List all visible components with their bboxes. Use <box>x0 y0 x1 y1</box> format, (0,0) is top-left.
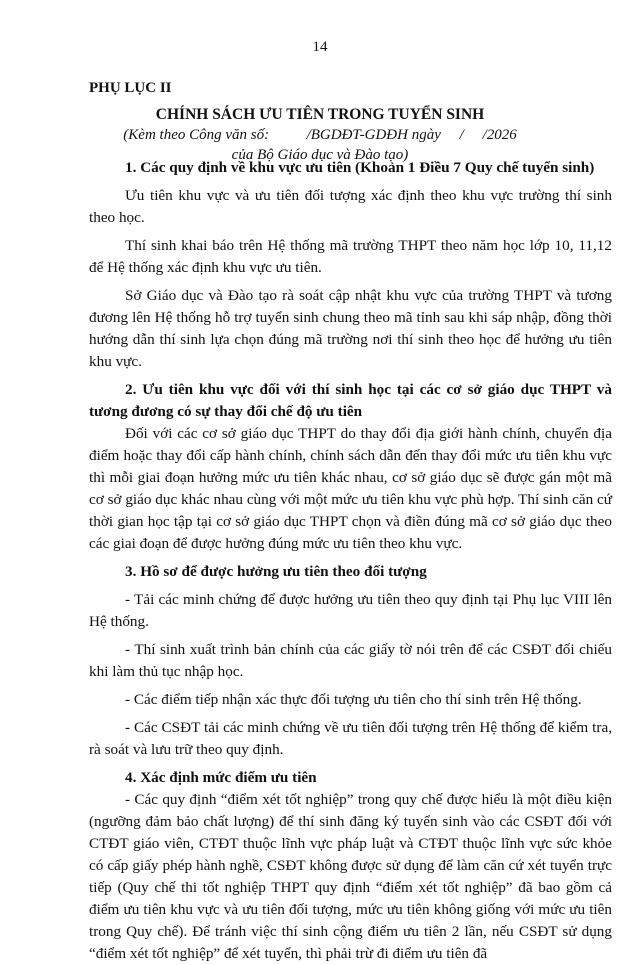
section-1-paragraph-1: Ưu tiên khu vực và ưu tiên đối tượng xác định theo khu vực trường thí sinh theo học. <box>89 187 612 226</box>
section-3-paragraph-1: - Tải các minh chứng để được hưởng ưu tiên theo quy định tại Phụ lục VIII lên Hệ thống. <box>89 591 612 630</box>
document-subtitle-line1: (Kèm theo Công văn số: /BGDĐT-GDĐH ngày / /2026 <box>123 127 517 143</box>
document-subtitle-line2: của Bộ Giáo dục và Đào tạo) <box>231 147 409 163</box>
section-2-heading: 2. Ưu tiên khu vực đối với thí sinh học tại các cơ sở giáo dục THPT và tương đương có sự thay đổi chế độ ưu tiên <box>89 381 612 420</box>
section-4-heading: 4. Xác định mức điểm ưu tiên <box>125 769 317 786</box>
section-1-paragraph-2: Thí sinh khai báo trên Hệ thống mã trường THPT theo năm học lớp 10, 11,12 để Hệ thống xác định khu vực ưu tiên. <box>89 237 612 276</box>
document-body <box>89 157 612 965</box>
section-1-heading: 1. Các quy định về khu vực ưu tiên (Khoản 1 Điều 7 Quy chế tuyển sinh) <box>125 159 595 176</box>
section-3-heading: 3. Hồ sơ để được hưởng ưu tiên theo đối tượng <box>125 563 427 580</box>
section-3-paragraph-2: - Thí sinh xuất trình bản chính của các giấy tờ nói trên để các CSĐT đối chiếu khi làm thủ tục nhập học. <box>89 641 612 680</box>
section-2-paragraph-1: Đối với các cơ sở giáo dục THPT do thay đổi địa giới hành chính, chuyển địa điểm hoặc thay đổi cấp hành chính, chính sách dẫn đến thay đổi mức ưu tiên khu vực thì mỗi giai đoạn hưởng mức ưu tiên khác nhau, cơ sở giáo dục sẽ được gán một mã cơ sở giáo dục khác nhau cùng với một mức ưu tiên khu vực phù hợp. Thí sinh căn cứ thời gian học tập tại cơ sở giáo dục THPT chọn và điền đúng mã cơ sở giáo dục theo các giai đoạn để được hưởng đúng mức ưu tiên theo khu vực. <box>89 425 612 552</box>
section-3-paragraph-3: - Các điểm tiếp nhận xác thực đối tượng ưu tiên cho thí sinh trên Hệ thống. <box>125 691 582 708</box>
document-title: CHÍNH SÁCH ƯU TIÊN TRONG TUYỂN SINH <box>155 106 485 123</box>
section-4-paragraph-1: - Các quy định “điểm xét tốt nghiệp” trong quy chế được hiểu là một điều kiện (ngưỡng đảm bảo chất lượng) để thí sinh đăng ký tuyển sinh vào các CSĐT đối với CTĐT giáo viên, CTĐT thuộc lĩnh vực pháp luật và CTĐT thuộc lĩnh vực sức khỏe có cấp giấy phép hành nghề, CSĐT không được sử dụng để làm căn cứ xét tuyển trực tiếp (Quy chế thi tốt nghiệp THPT quy định “điểm xét tốt nghiệp” đã bao gồm cả điểm ưu tiên khu vực và ưu tiên đối tượng, mức ưu tiên không giống với mức ưu tiên trong Quy chế). Để tránh việc thí sinh cộng điểm ưu tiên 2 lần, nếu CSĐT sử dụng “điểm xét tốt nghiệp” để xét tuyển, thì phải trừ đi điểm ưu tiên đã <box>89 791 612 962</box>
page-number: 14 <box>312 39 328 55</box>
appendix-label: PHỤ LỤC II <box>89 80 172 96</box>
section-1-paragraph-3: Sở Giáo dục và Đào tạo rà soát cập nhật khu vực của trường THPT và tương đương lên Hệ thống hỗ trợ tuyển sinh chung theo mã tỉnh sau khi sáp nhập, đồng thời hướng dẫn thí sinh lựa chọn đúng mã trường nơi thí sinh theo học để hưởng ưu tiên khu vực. <box>89 287 612 370</box>
section-3-paragraph-4: - Các CSĐT tải các minh chứng về ưu tiên đối tượng trên Hệ thống để kiểm tra, rà soát và lưu trữ theo quy định. <box>89 719 612 758</box>
